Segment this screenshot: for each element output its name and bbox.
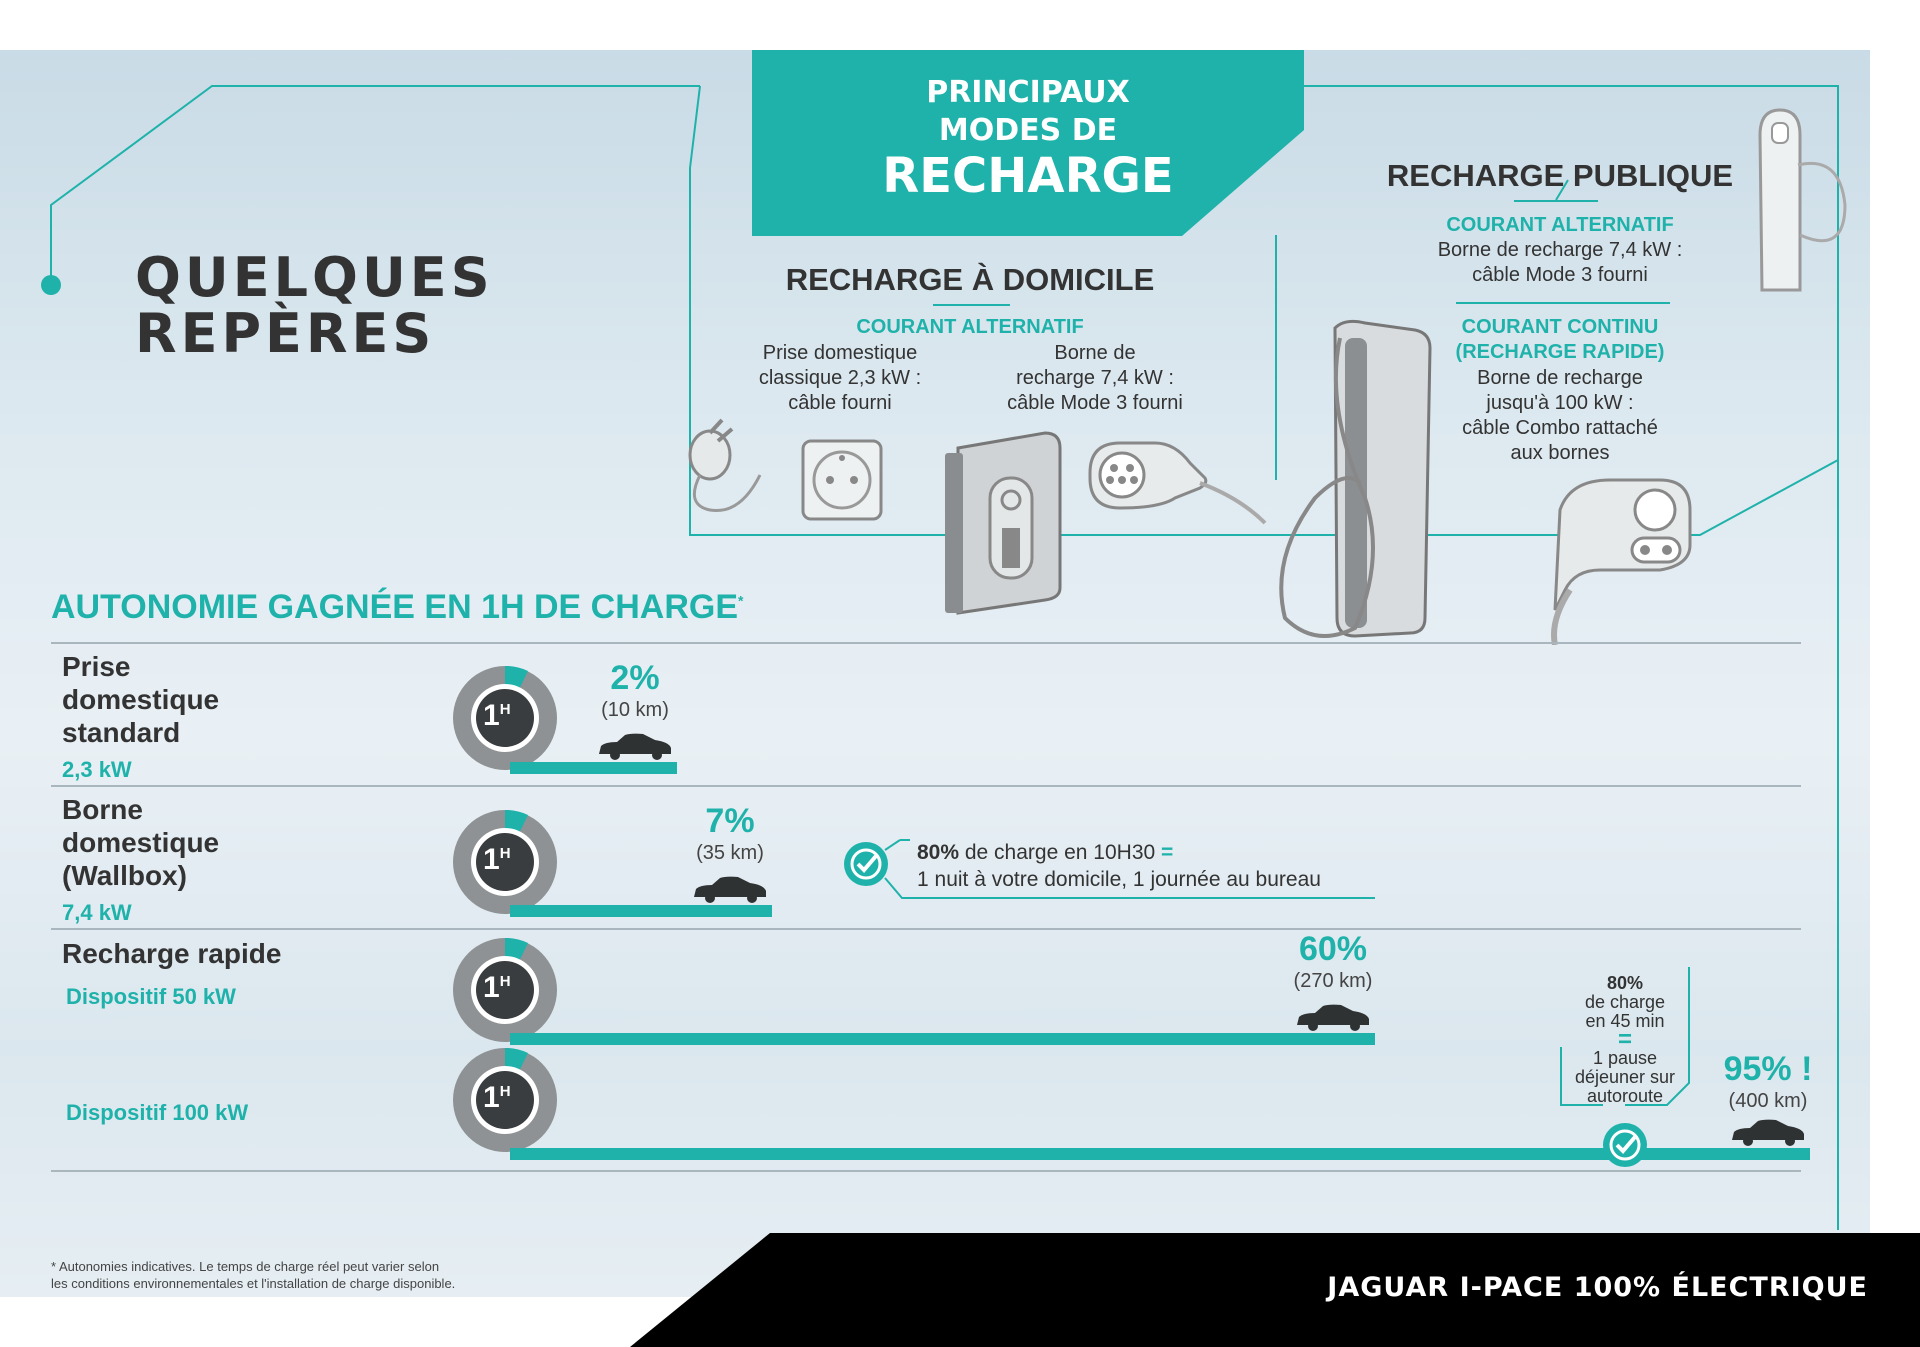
divider	[51, 1170, 1801, 1172]
autonomy-km: (35 km)	[696, 842, 764, 864]
footnote-line: les conditions environnementales et l'installation de charge disponible.	[51, 1276, 456, 1291]
wallbox-icon	[940, 428, 1070, 618]
row-power: Dispositif 50 kW	[66, 984, 236, 1009]
wallbox-note-bold: 80%	[917, 841, 960, 864]
row-power: 7,4 kW	[62, 900, 132, 925]
autonomy-bar	[510, 762, 677, 774]
autonomy-percent: 7%	[705, 802, 755, 840]
autonomy-km: (400 km)	[1728, 1090, 1808, 1112]
wallbox-note-line1	[917, 841, 1173, 865]
public-ac-line: câble Mode 3 fourni	[1472, 264, 1648, 286]
row-label-line: (Wallbox)	[62, 860, 187, 891]
rapid-note-line: 1 pause	[1592, 1048, 1658, 1068]
home-left-text	[720, 341, 960, 416]
modes-banner-line2: MODES DE	[938, 113, 1118, 148]
home-left-line: câble fourni	[788, 392, 892, 414]
car-icon	[1293, 1003, 1373, 1033]
clock-label: $1^H$	[483, 1081, 511, 1114]
public-dc-title-2: (RECHARGE RAPIDE)	[1455, 341, 1665, 363]
divider	[51, 785, 1801, 787]
main-title-line2: REPÈRES	[135, 302, 436, 365]
socket-icon	[800, 438, 884, 522]
autonomy-km: (270 km)	[1293, 970, 1373, 992]
autonomy-percent: 60%	[1298, 930, 1368, 968]
home-left-line: Prise domestique	[762, 342, 918, 364]
row-label-line: domestique	[62, 827, 220, 858]
main-title-line1: QUELQUES	[135, 246, 494, 309]
rapid-note-eq: =	[1617, 1026, 1632, 1053]
wallbox-note-text: de charge en 10H30	[959, 841, 1162, 864]
car-icon	[1728, 1118, 1808, 1148]
autonomy-bar	[510, 1033, 1375, 1045]
public-ac-title: COURANT ALTERNATIF	[1446, 214, 1674, 236]
rapid-note-line: autoroute	[1586, 1086, 1664, 1106]
car-icon	[595, 732, 675, 762]
row-label-line: standard	[62, 717, 181, 748]
public-dc-text	[1410, 366, 1710, 466]
wallbox-note-line2: 1 nuit à votre domicile, 1 journée au bureau	[917, 868, 1321, 891]
home-right-line: recharge 7,4 kW :	[1016, 367, 1174, 389]
type2-connector-icon	[1080, 438, 1270, 528]
autonomy-asterisk: *	[738, 592, 744, 609]
row-power: Dispositif 100 kW	[66, 1100, 249, 1125]
wallbox-note-eq: =	[1161, 841, 1174, 864]
footnote	[51, 1258, 455, 1292]
row-label-line: Borne	[62, 794, 143, 825]
public-ac-text	[1390, 238, 1730, 288]
ccs-connector-icon	[1540, 470, 1695, 645]
row-label-line: domestique	[62, 684, 220, 715]
rapid-note-line: de charge	[1584, 992, 1666, 1012]
autonomy-title-text: AUTONOMIE GAGNÉE EN 1H DE CHARGE	[51, 588, 739, 626]
row-power: 2,3 kW	[62, 757, 132, 782]
clock-label: $1^H$	[483, 699, 511, 732]
home-left-line: classique 2,3 kW :	[758, 367, 922, 389]
home-subtitle: COURANT ALTERNATIF	[856, 316, 1084, 338]
rapid-note	[1560, 974, 1690, 1106]
modes-banner-line1: PRINCIPAUX	[926, 75, 1130, 110]
public-title: RECHARGE PUBLIQUE	[1386, 158, 1734, 193]
home-right-line: Borne de	[1054, 342, 1136, 364]
clock-label: $1^H$	[483, 843, 511, 876]
row-label	[62, 793, 219, 892]
brand-title: JAGUAR I-PACE 100% ÉLECTRIQUE	[1327, 1272, 1868, 1303]
rapid-note-line: déjeuner sur	[1574, 1067, 1676, 1087]
public-charger-icon	[1275, 318, 1435, 643]
autonomy-title	[51, 588, 743, 627]
row-label	[62, 650, 219, 749]
public-dc-line: Borne de recharge	[1477, 367, 1643, 389]
public-dc-line: câble Combo rattaché	[1462, 417, 1658, 439]
public-dc-line: aux bornes	[1510, 442, 1610, 464]
row-label: Recharge rapide	[62, 938, 282, 969]
modes-banner-line3: RECHARGE	[882, 148, 1174, 204]
public-pole-icon	[1740, 105, 1850, 295]
footnote-line: * Autonomies indicatives. Le temps de charge réel peut varier selon	[51, 1259, 440, 1274]
home-title: RECHARGE À DOMICILE	[785, 262, 1155, 297]
autonomy-percent: 2%	[610, 659, 660, 697]
rapid-note-line: en 45 min	[1585, 1011, 1665, 1031]
autonomy-bar	[510, 905, 772, 917]
clock-label: $1^H$	[483, 971, 511, 1004]
rapid-note-bold: 80%	[1606, 973, 1644, 993]
public-ac-line: Borne de recharge 7,4 kW :	[1437, 239, 1683, 261]
autonomy-km: (10 km)	[601, 699, 669, 721]
plug-icon	[680, 415, 764, 525]
divider	[51, 928, 1801, 930]
row-label-line: Prise	[62, 651, 131, 682]
car-icon	[690, 875, 770, 905]
autonomy-percent: 95% !	[1723, 1050, 1813, 1088]
divider	[51, 642, 1801, 644]
public-dc-line: jusqu'à 100 kW :	[1486, 392, 1634, 414]
home-right-line: câble Mode 3 fourni	[1007, 392, 1183, 414]
home-right-text	[980, 341, 1210, 416]
public-dc-title-1: COURANT CONTINU	[1461, 316, 1659, 338]
